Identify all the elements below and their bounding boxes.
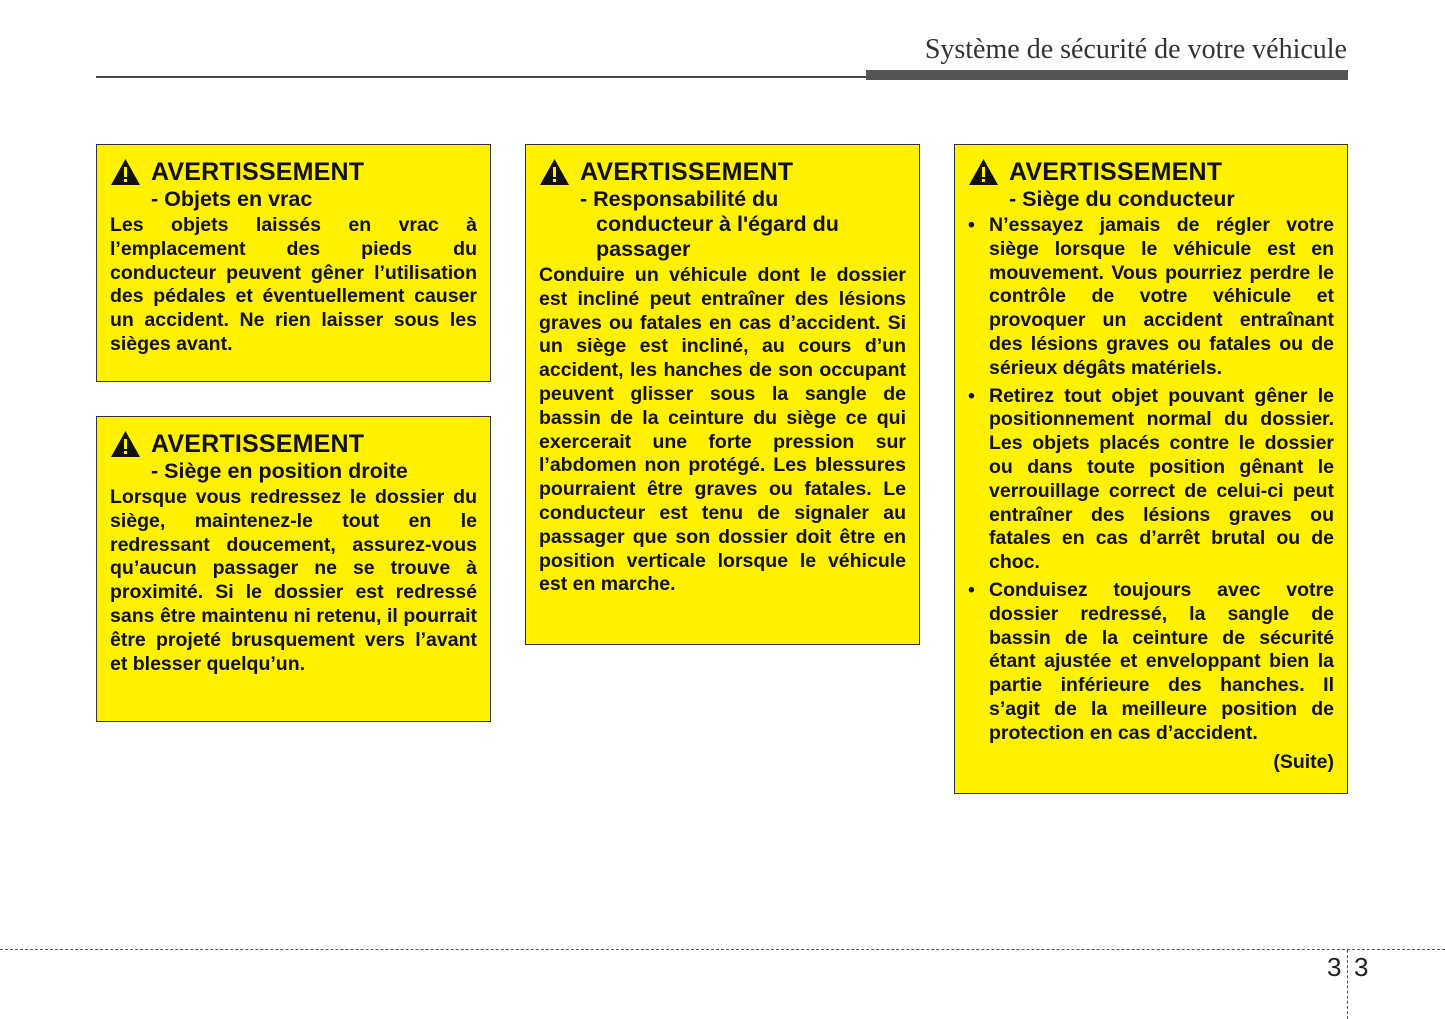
warning-box-loose-objects	[96, 144, 491, 382]
warning-heading	[539, 157, 906, 187]
warning-heading	[968, 157, 1334, 187]
warning-box-driver-seat	[954, 144, 1348, 794]
continued-label: (Suite)	[1273, 750, 1334, 773]
warning-title: AVERTISSEMENT	[580, 157, 794, 186]
warning-subtitle: - Siège du conducteur	[1009, 187, 1235, 211]
warning-heading	[110, 157, 477, 187]
page-number: 3	[1354, 952, 1369, 982]
warning-triangle-icon	[110, 430, 141, 458]
list-item: • Conduisez toujours avec votre dossier redressé, la sangle de bassin de la ceinture de sécurité étant ajustée et enveloppant bien la partie inférieure des hanches. Il s’agit de la meilleure position de protection en cas d’accident.	[968, 579, 1334, 746]
warning-title: AVERTISSEMENT	[151, 429, 365, 458]
list-item: • Retirez tout objet pouvant gêner le positionnement normal du dossier. Les objets placés contre le dossier ou dans toute position gênant le verrouillage correct de celui-ci peut entraîner des lésions graves ou fatales en cas d’arrêt brutal ou de choc.	[968, 385, 1334, 575]
warning-subtitle-line: passager	[596, 237, 691, 261]
warning-bullet-list	[968, 214, 1334, 746]
warning-subtitle-line: conducteur à l'égard du	[596, 212, 839, 236]
warning-title: AVERTISSEMENT	[151, 157, 365, 186]
footer-dashed-rule	[0, 949, 1445, 950]
warning-heading	[110, 429, 477, 459]
header-rule	[96, 76, 868, 78]
warning-body: Lorsque vous redressez le dossier du siège, maintenez-le tout en le redressant doucement, assurez-vous qu’aucun passager ne se trouve à proximité. Si le dossier est redressé sans être maintenu ni retenu, il pourrait être projeté brusquement vers l’avant et blesser quelqu’un.	[110, 486, 477, 675]
warning-triangle-icon	[110, 158, 141, 186]
warning-body: Conduire un véhicule dont le dossier est incliné peut entraîner des lésions graves ou fatales en cas d’accident. Si un siège est incliné, au cours d’un accident, les hanches de son occupant peuvent glisser sous la sangle de bassin de la ceinture du siège ce qui exercerait une forte pression sur l’abdomen non protégé. Les blessures pourraient être graves ou fatales. Le conducteur est tenu de signaler au passager que son dossier doit être en position verticale lorsque le véhicule est en marche.	[539, 264, 906, 596]
page-header-title: Système de sécurité de votre véhicule	[924, 34, 1347, 65]
warning-subtitle: - Objets en vrac	[151, 187, 313, 211]
warning-subtitle-line: - Responsabilité du	[580, 187, 779, 211]
warning-box-driver-responsibility	[525, 144, 920, 645]
footer-vertical-dashed-rule	[1347, 950, 1348, 1019]
warning-triangle-icon	[968, 158, 999, 186]
warning-body: Les objets laissés en vrac à l’emplacement des pieds du conducteur peuvent gêner l’utilisation des pédales et éventuellement causer un accident. Ne rien laisser sous les sièges avant.	[110, 214, 477, 355]
warning-subtitle	[539, 187, 906, 262]
warning-title: AVERTISSEMENT	[1009, 157, 1223, 186]
warning-triangle-icon	[539, 158, 570, 186]
warning-box-upright-seat	[96, 416, 491, 722]
chapter-number: 3	[1327, 952, 1342, 982]
warning-subtitle: - Siège en position droite	[151, 459, 408, 483]
list-item: • N’essayez jamais de régler votre siège lorsque le véhicule est en mouvement. Vous pourriez perdre le contrôle de votre véhicule et provoquer un accident entraînant des lésions graves ou fatales ou de sérieux dégâts matériels.	[968, 214, 1334, 381]
header-bar	[866, 70, 1348, 80]
